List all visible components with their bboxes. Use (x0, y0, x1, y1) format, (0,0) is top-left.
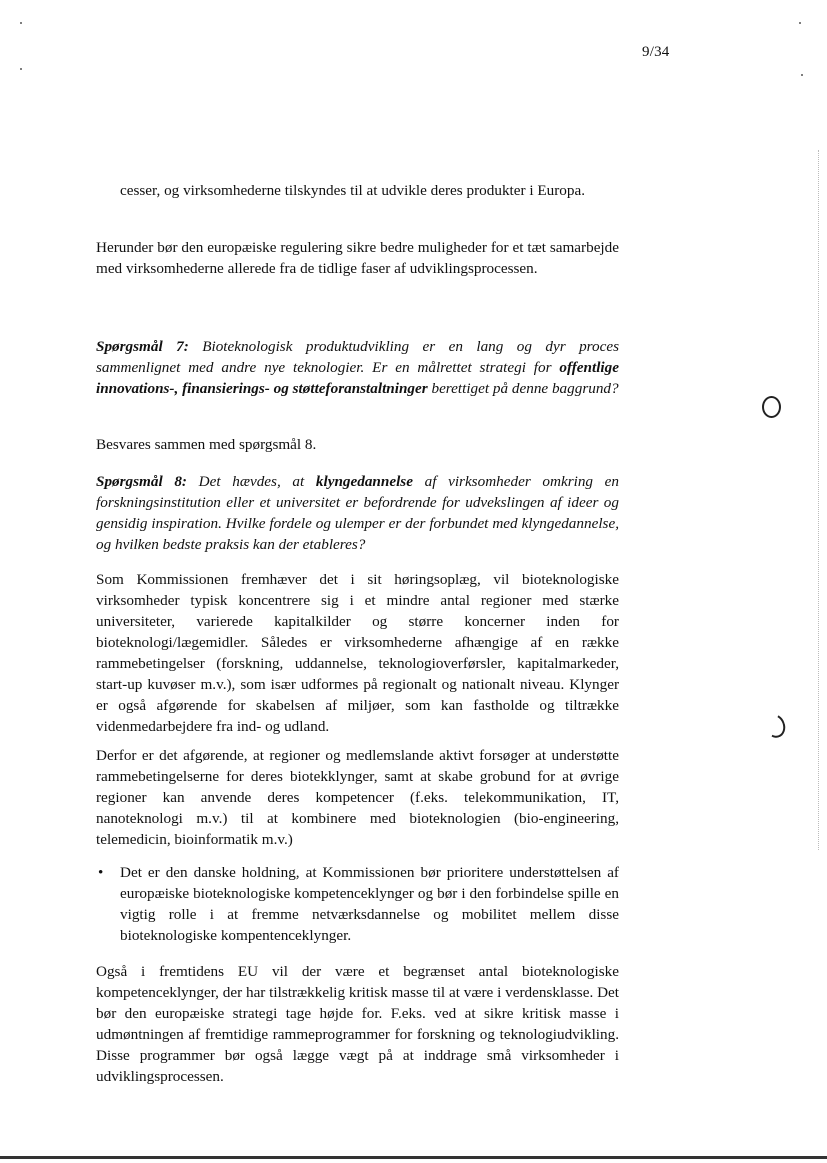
scan-speck (801, 74, 803, 76)
paragraph-commission: Som Kommissionen fremhæver det i sit høringsoplæg, vil bioteknologiske virksomheder typisk koncentrere sig i et mindre antal regioner med stærke universiteter, varierede kapitalkilder og større koncerner inden for bioteknologi/lægemidler. Således er virksomhederne afhængige af en række rammebetingelser (forskning, uddannelse, teknologioverførsler, kapitalmarkeder, start-up kuvøser m.v.), som især udformes på regionalt og nationalt niveau. Klynger er også afgørende for skabelsen af miljøer, som kan fastholde og tiltrække videnmedarbejdere fra ind- og udland. (96, 571, 619, 735)
question-8-text-b: af virksomheder omkring en forskningsinstitution eller et universitet er befordrende for udvekslingen af ideer og gensidig inspiration. Hvilke fordele og ulemper er der forbundet med klyngedannelse, og hvilken bedste praksis kan der etableres? (96, 473, 620, 553)
scan-edge-bottom (0, 1156, 827, 1159)
paragraph-regulation: Herunder bør den europæiske regulering sikre bedre muligheder for et tæt samarbejde med virksomhederne allerede fra de tidlige faser af udviklingsprocessen. (96, 239, 619, 277)
question-8 (96, 471, 619, 555)
question-7-text-b: berettiget på denne baggrund? (427, 380, 619, 397)
scan-edge-right (818, 150, 821, 850)
punch-hole-icon (762, 396, 781, 418)
paragraph-answer-reference: Besvares sammen med spørgsmål 8. (96, 436, 317, 453)
bullet-item (96, 862, 619, 946)
scan-speck (20, 22, 22, 24)
page-number: 9/34 (642, 44, 670, 60)
scan-speck (20, 68, 22, 70)
question-7 (96, 336, 619, 399)
question-8-emphasis: klyngedannelse (315, 473, 413, 490)
paragraph-future-eu: Også i fremtidens EU vil der være et begrænset antal bioteknologiske kompetenceklynger, der har tilstrækkelig kritisk masse til at være i verdensklasse. Det bør den europæiske strategi tage højde for. F.eks. ved at sikre kritisk masse i udmøntningen af fremtidige rammeprogrammer for forskning og teknologiudvikling. Disse programmer bør også lægge vægt på at inddrage små virksomheder i udviklingsprocessen. (96, 963, 619, 1085)
paragraph-regions: Derfor er det afgørende, at regioner og medlemslande aktivt forsøger at understøtte rammebetingelserne for deres biotekklynger, samt at skabe grobund for at øvrige regioner kan anvende deres kompetencer (f.eks. telekommunikation, IT, nanoteknologi m.v.) til at kombinere med bioteknologien (bio-engineering, telemedicin, bioinformatik m.v.) (96, 747, 619, 848)
bullet-text: Det er den danske holdning, at Kommissionen bør prioritere understøttelsen af europæiske bioteknologiske kompetenceklynger og bør i den forbindelse spille en vigtig rolle i at fremme netværksdannelse og mobilitet mellem disse bioteknologiske kompentenceklynger. (120, 864, 619, 944)
paragraph-continuation: cesser, og virksomhederne tilskyndes til at udvikle deres produkter i Europa. (120, 182, 586, 199)
question-8-text-a: Det hævdes, at (187, 473, 316, 490)
question-7-label: Spørgsmål 7: (96, 338, 189, 355)
scan-speck (799, 22, 801, 24)
bullet-icon: • (98, 864, 104, 881)
question-8-label: Spørgsmål 8: (96, 473, 187, 490)
punch-hole-icon (761, 711, 788, 740)
question-7-emphasis: offentlige innovations-, finansierings- og støtteforanstaltninger (96, 359, 619, 397)
question-7-text-a: Bioteknologisk produktudvikling er en lang og dyr proces sammenlignet med andre nye teknologier. Er en målrettet strategi for (96, 338, 619, 376)
